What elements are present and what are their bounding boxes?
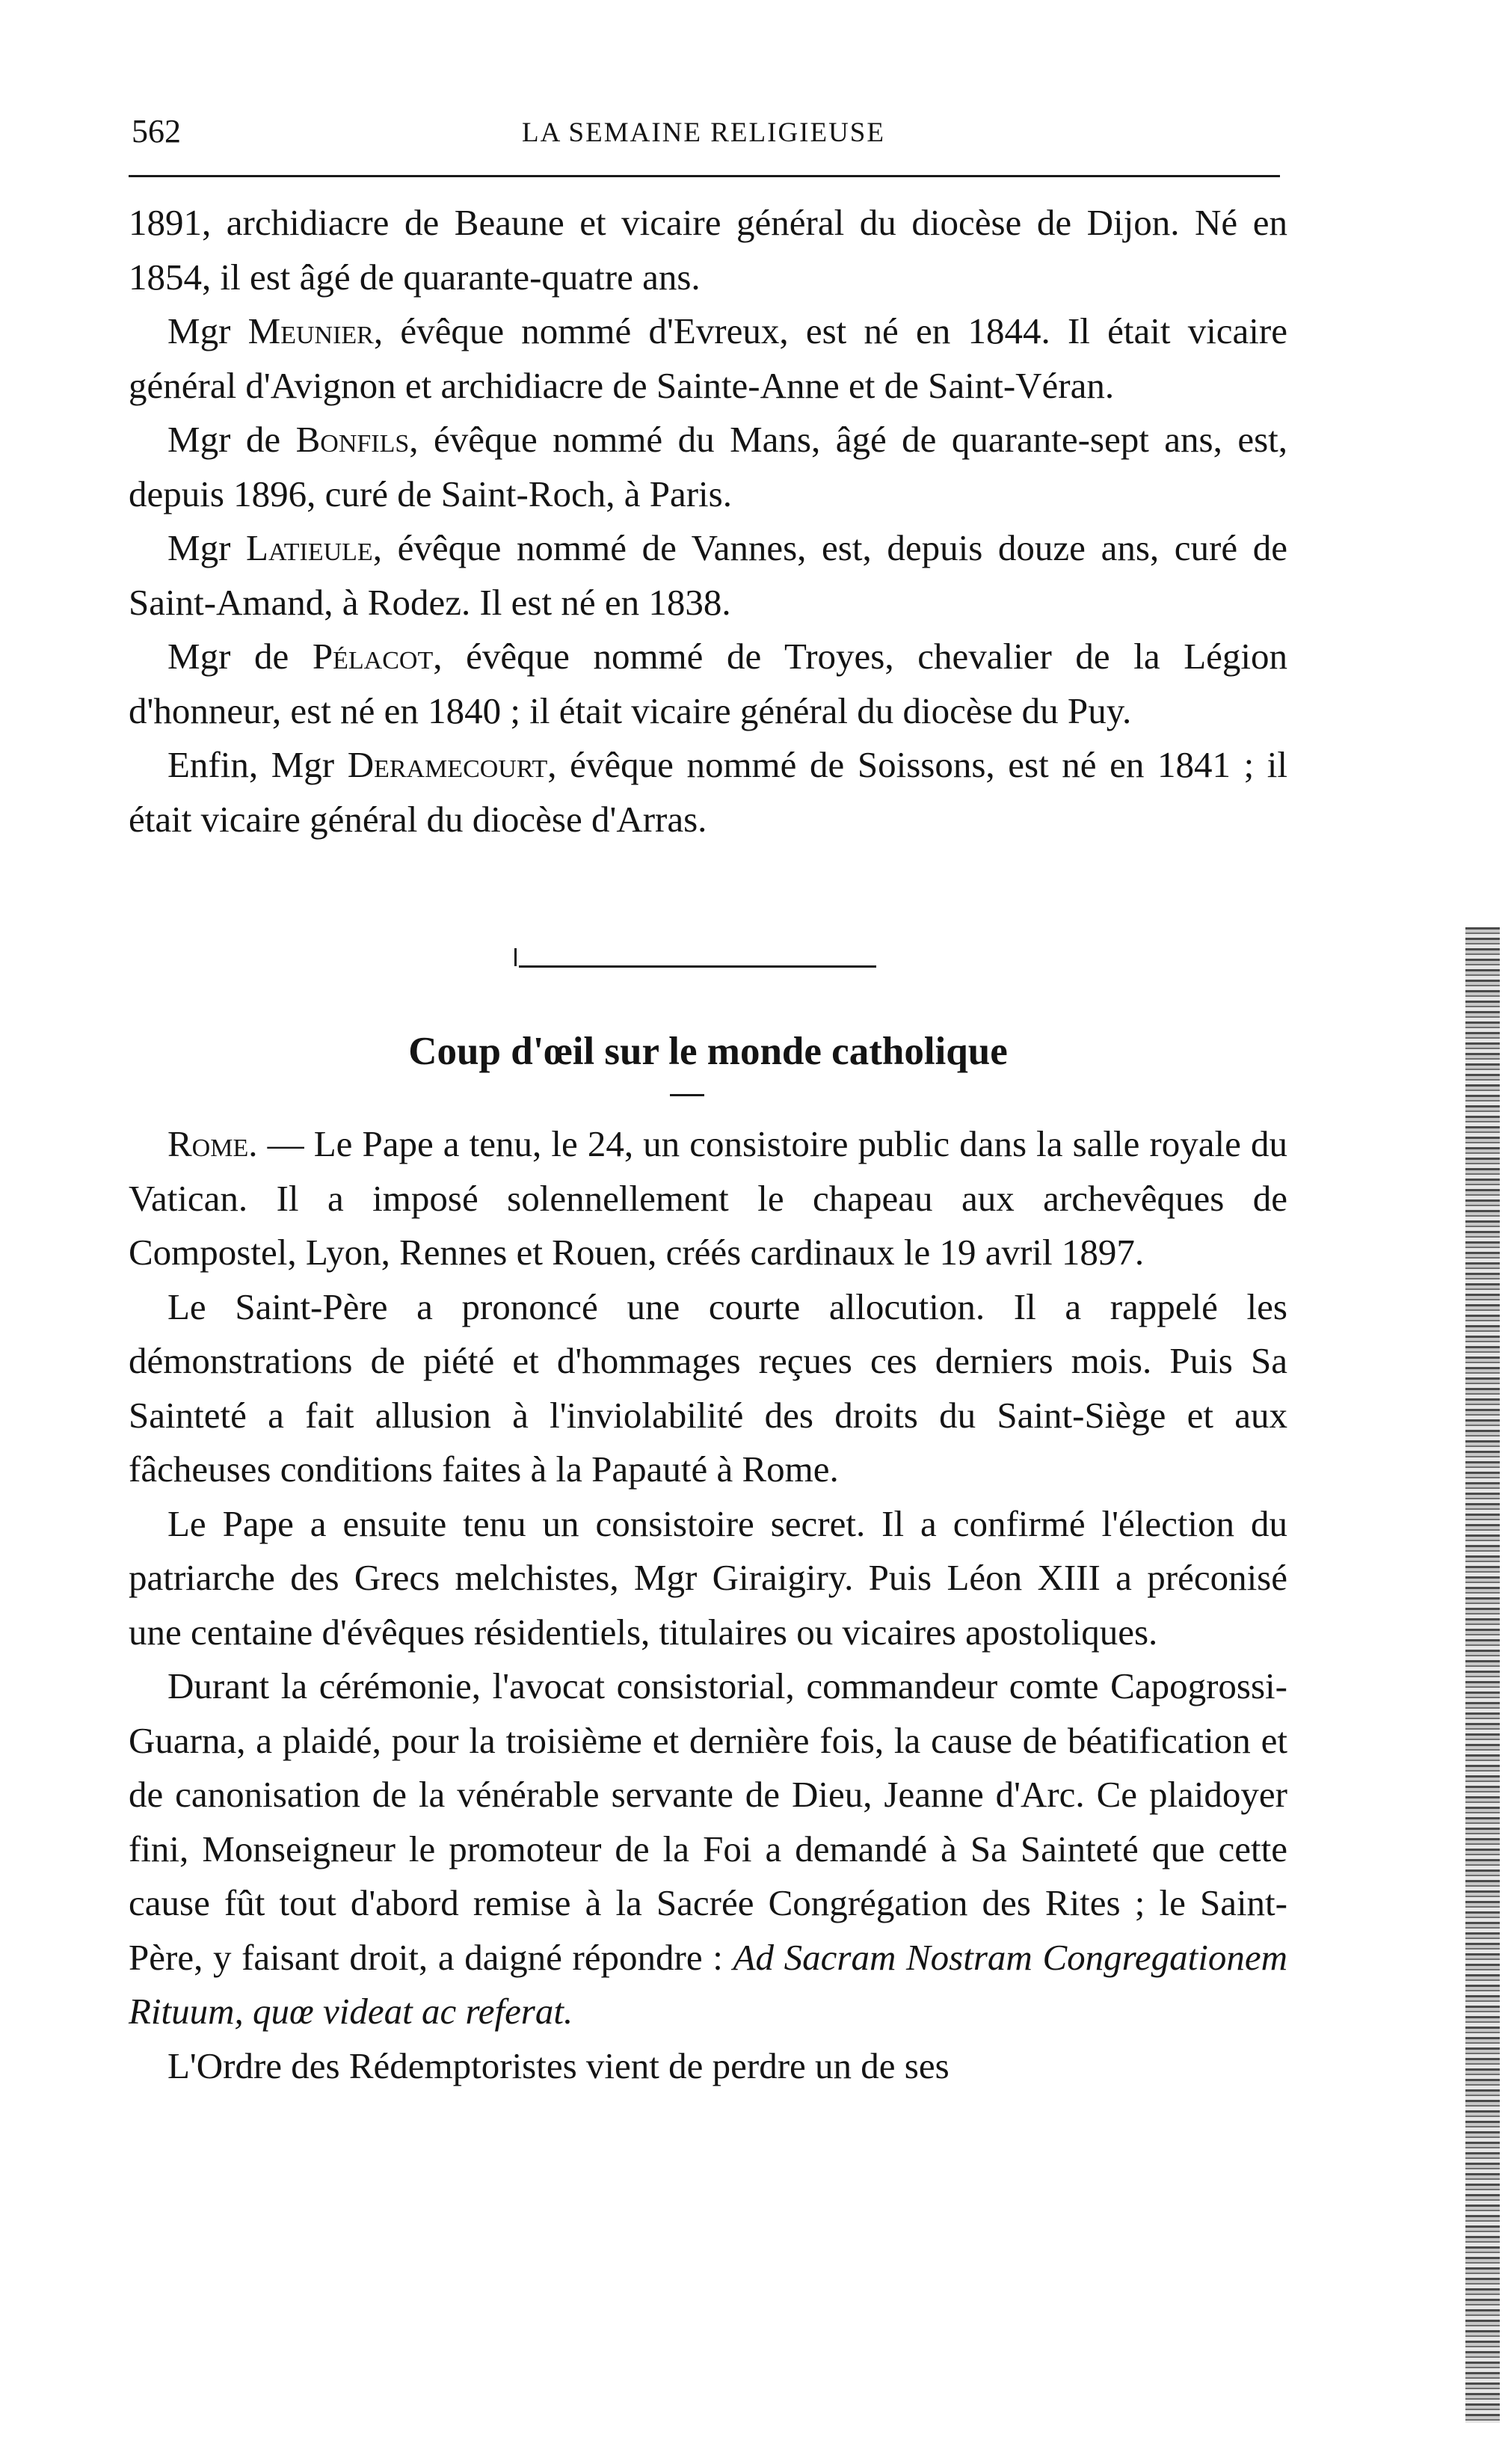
paragraph: L'Ordre des Rédemptoristes vient de perdre un de ses	[167, 2044, 950, 2086]
place-name: Rome	[167, 1123, 249, 1164]
paragraph: Mgr de Pélacot, évêque nommé de Troyes, chevalier de la Légion d'honneur, est né en 1840 ; il était vicaire général du diocèse du Puy.	[129, 636, 1288, 731]
nominations-text	[129, 196, 1287, 847]
section-title: Coup d'œil sur le monde catholique	[408, 1030, 1008, 1073]
paragraph: Durant la cérémonie, l'avocat consistorial, commandeur comte Capogrossi-Guarna, a plaidé, pour la troisième et dernière fois, la cause de béatification et de canonisation de la vénérable servante de Dieu, Jeanne d'Arc. Ce plaidoyer fini, Monseigneur le promoteur de la Foi a demandé à Sa Sainteté que cette cause fût tout d'abord remise à la Sacrée Congrégation des Rites ; le Saint-Père, y faisant droit, a daigné répondre : Ad Sacram Nostram Congregationem Rituum, quœ videat ac referat.	[129, 1665, 1288, 2032]
rome-text	[129, 1117, 1287, 2093]
latin-quote: Ad Sacram Nostram Congregationem Rituum, quœ videat ac referat.	[129, 1936, 1288, 2032]
paragraph: Mgr de Bonfils, évêque nommé du Mans, âgé de quarante-sept ans, est, depuis 1896, curé de Saint-Roch, à Paris.	[129, 419, 1288, 514]
person-name: Bonfils	[295, 419, 410, 460]
paragraph: Mgr Latieule, évêque nommé de Vannes, est, depuis douze ans, curé de Saint-Amand, à Rodez. Il est né en 1838.	[129, 527, 1287, 623]
page-header	[132, 112, 1275, 165]
header-rule	[129, 175, 1280, 177]
paragraph: Mgr Meunier, évêque nommé d'Evreux, est né en 1844. Il était vicaire général d'Avignon et archidiacre de Sainte-Anne et de Saint-Véran.	[129, 310, 1287, 406]
person-name: Pélacot	[312, 636, 434, 677]
separator-tick	[514, 948, 517, 966]
paragraph: Le Pape a ensuite tenu un consistoire secret. Il a confirmé l'élection du patriarche des Grecs melchistes, Mgr Giraigiry. Puis Léon XIII a préconisé une centaine d'évêques résidentiels, titulaires ou vicaires apostoliques.	[129, 1502, 1287, 1653]
person-name: Meunier	[247, 310, 374, 351]
paragraph: Enfin, Mgr Deramecourt, évêque nommé de Soissons, est né en 1841 ; il était vicaire général du diocèse d'Arras.	[129, 744, 1288, 840]
section-separator	[519, 965, 876, 968]
running-title: LA SEMAINE RELIGIEUSE	[522, 117, 885, 148]
binding-edge	[1465, 927, 1500, 2423]
person-name: Latieule	[246, 527, 373, 568]
paragraph: Rome. — Le Pape a tenu, le 24, un consistoire public dans la salle royale du Vatican. Il a imposé solennellement le chapeau aux archevêques de Compostel, Lyon, Rennes et Rouen, créés cardinaux le 19 avril 1897.	[129, 1123, 1287, 1273]
paragraph: Le Saint-Père a prononcé une courte allocution. Il a rappelé les démonstrations de piété et d'hommages reçues ces derniers mois. Puis Sa Sainteté a fait allusion à l'inviolabilité des droits du Saint-Siège et aux fâcheuses conditions faites à la Papauté à Rome.	[129, 1285, 1287, 1490]
title-dash	[670, 1094, 704, 1096]
person-name: Deramecourt	[347, 744, 548, 785]
page-number: 562	[132, 113, 181, 150]
paragraph: 1891, archidiacre de Beaune et vicaire général du diocèse de Dijon. Né en 1854, il est âgé de quarante-quatre ans.	[129, 202, 1287, 298]
